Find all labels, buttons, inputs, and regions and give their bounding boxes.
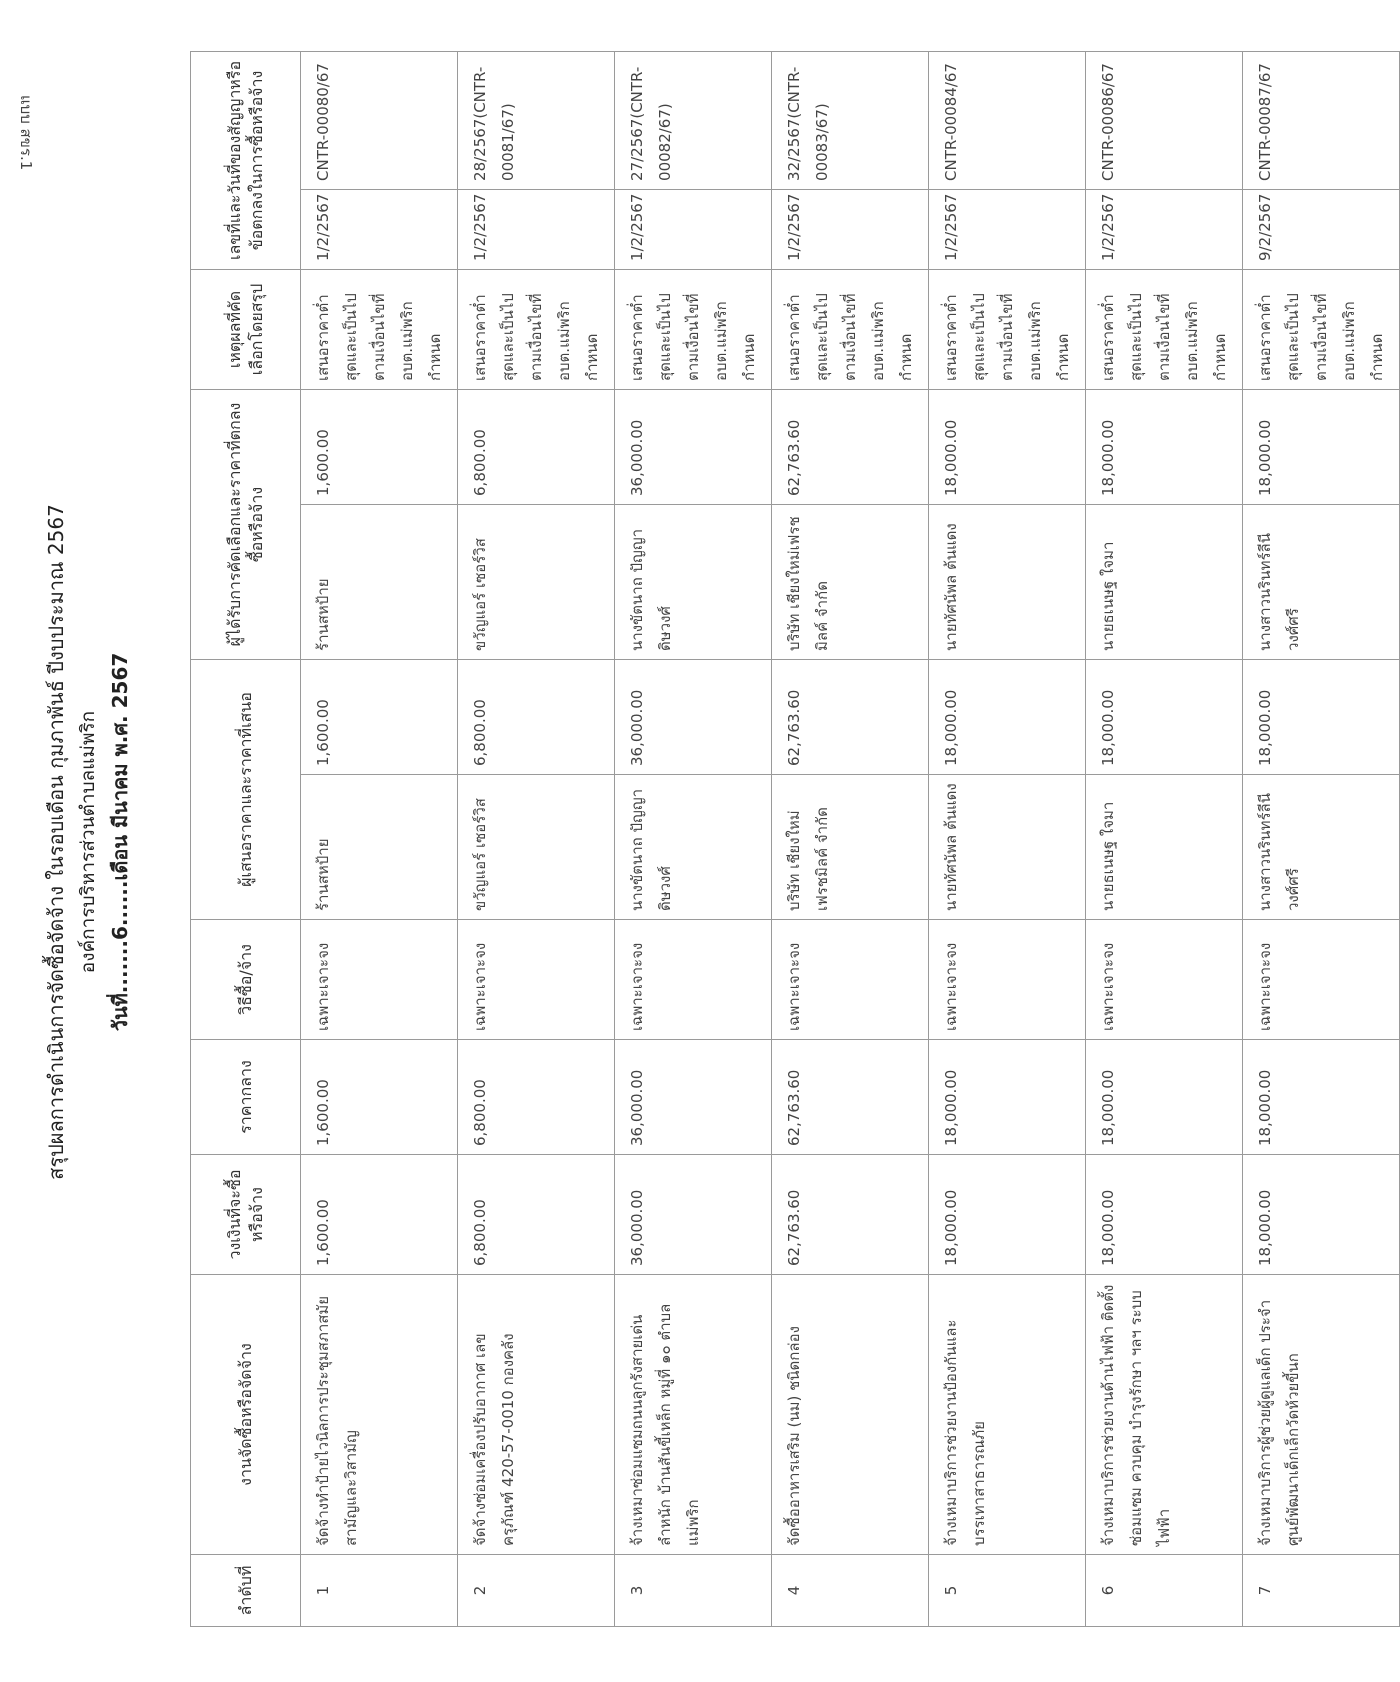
selection-reason: เสนอราคาต่ำสุดและเป็นไปตามเงื่อนไขที่ อบต.แม่พริกกำหนด — [301, 269, 458, 389]
bid-price: 18,000.00 — [1243, 659, 1400, 774]
selection-reason: เสนอราคาต่ำสุดและเป็นไปตามเงื่อนไขที่ อบต.แม่พริกกำหนด — [615, 269, 772, 389]
win-price: 6,800.00 — [458, 389, 615, 504]
bid-price: 62,763.60 — [772, 659, 929, 774]
bid-price: 36,000.00 — [615, 659, 772, 774]
header-selected: ผู้ได้รับการคัดเลือกและราคาที่ตกลงซื้อหรือจ้าง — [191, 389, 301, 659]
document-titles — [40, 42, 180, 1642]
median-price: 6,800.00 — [458, 1040, 615, 1155]
contract-number: CNTR-00080/67 — [301, 51, 458, 189]
budget-amount: 18,000.00 — [929, 1155, 1086, 1275]
work-description: จัดซื้ออาหารเสริม (นม) ชนิดกล่อง — [772, 1275, 929, 1555]
procurement-method: เฉพาะเจาะจง — [1086, 920, 1243, 1040]
row-number: 3 — [615, 1555, 772, 1627]
selection-reason: เสนอราคาต่ำสุดและเป็นไปตามเงื่อนไขที่ อบต.แม่พริกกำหนด — [772, 269, 929, 389]
winner-name: ร้านสหป้าย — [301, 504, 458, 659]
header-method: วิธีซื้อ/จ้าง — [191, 920, 301, 1040]
median-price: 36,000.00 — [615, 1040, 772, 1155]
win-price: 18,000.00 — [1243, 389, 1400, 504]
header-bidders: ผู้เสนอราคาและราคาที่เสนอ — [191, 659, 301, 919]
contract-date: 1/2/2567 — [1086, 189, 1243, 269]
contract-date: 9/2/2567 — [1243, 189, 1400, 269]
contract-date: 1/2/2567 — [615, 189, 772, 269]
winner-name: นายทัศนัพล ต้นแดง — [929, 504, 1086, 659]
contract-number: 32/2567(CNTR-00083/67) — [772, 51, 929, 189]
contract-date: 1/2/2567 — [929, 189, 1086, 269]
row-number: 2 — [458, 1555, 615, 1627]
budget-amount: 36,000.00 — [615, 1155, 772, 1275]
header-reason: เหตุผลที่คัดเลือกโดยสรุป — [191, 269, 301, 389]
selection-reason: เสนอราคาต่ำสุดและเป็นไปตามเงื่อนไขที่ อบต.แม่พริกกำหนด — [929, 269, 1086, 389]
title-line-3: วันที่.......6......เดือน มีนาคม พ.ศ. 2567 — [108, 652, 132, 1032]
table-body — [301, 51, 1400, 1626]
contract-number: CNTR-00084/67 — [929, 51, 1086, 189]
row-number: 4 — [772, 1555, 929, 1627]
median-price: 18,000.00 — [1086, 1040, 1243, 1155]
procurement-table — [190, 51, 1400, 1627]
table-row — [301, 51, 458, 1626]
row-number: 5 — [929, 1555, 1086, 1627]
contract-number: CNTR-00086/67 — [1086, 51, 1243, 189]
contract-date: 1/2/2567 — [458, 189, 615, 269]
work-description: จ้างเหมาบริการช่วยงานป้องกันและบรรเทาสาธารณภัย — [929, 1275, 1086, 1555]
bid-price: 6,800.00 — [458, 659, 615, 774]
procurement-method: เฉพาะเจาะจง — [301, 920, 458, 1040]
contract-number: 27/2567(CNTR-00082/67) — [615, 51, 772, 189]
work-description: จัดจ้างทำป้ายไวนิลการประชุมสภาสมัยสามัญและวิสามัญ — [301, 1275, 458, 1555]
title-line-2: องค์การบริหารส่วนตำบลแม่พริก — [77, 710, 99, 974]
table-row — [772, 51, 929, 1626]
table-row — [1086, 51, 1243, 1626]
procurement-method: เฉพาะเจาะจง — [929, 920, 1086, 1040]
row-number: 7 — [1243, 1555, 1400, 1627]
procurement-method: เฉพาะเจาะจง — [1243, 920, 1400, 1040]
win-price: 62,763.60 — [772, 389, 929, 504]
win-price: 1,600.00 — [301, 389, 458, 504]
row-number: 1 — [301, 1555, 458, 1627]
win-price: 18,000.00 — [929, 389, 1086, 504]
bid-price: 1,600.00 — [301, 659, 458, 774]
winner-name: นางสาวนรินทร์ลีนี วงศ์ศรี — [1243, 504, 1400, 659]
bidder-name: นายธเนษฐ ใจมา — [1086, 775, 1243, 920]
selection-reason: เสนอราคาต่ำสุดและเป็นไปตามเงื่อนไขที่ อบต.แม่พริกกำหนด — [1243, 269, 1400, 389]
bidder-name: นางสาวนรินทร์ลีนี วงศ์ศรี — [1243, 775, 1400, 920]
bid-price: 18,000.00 — [929, 659, 1086, 774]
budget-amount: 18,000.00 — [1086, 1155, 1243, 1275]
title-line-1: สรุปผลการดำเนินการจัดซื้อจัดจ้าง ในรอบเดือน กุมภาพันธ์ ปีงบประมาณ 2567 — [44, 504, 68, 1180]
header-median: ราคากลาง — [191, 1040, 301, 1155]
contract-date: 1/2/2567 — [301, 189, 458, 269]
header-contract: เลขที่และวันที่ของสัญญาหรือข้อตกลงในการซื้อหรือจ้าง — [191, 51, 301, 269]
selection-reason: เสนอราคาต่ำสุดและเป็นไปตามเงื่อนไขที่ อบต.แม่พริกกำหนด — [1086, 269, 1243, 389]
median-price: 62,763.60 — [772, 1040, 929, 1155]
selection-reason: เสนอราคาต่ำสุดและเป็นไปตามเงื่อนไขที่ อบต.แม่พริกกำหนด — [458, 269, 615, 389]
winner-name: ขวัญแอร์ เซอร์วิส — [458, 504, 615, 659]
win-price: 36,000.00 — [615, 389, 772, 504]
work-description: จ้างเหมาซ่อมแซมถนนลูกรังสายเด่นลำหนัก บ้านสันขี้เหล็ก หมู่ที่ ๑๐ ตำบลแม่พริก — [615, 1275, 772, 1555]
winner-name: นายธเนษฐ ใจมา — [1086, 504, 1243, 659]
procurement-method: เฉพาะเจาะจง — [772, 920, 929, 1040]
win-price: 18,000.00 — [1086, 389, 1243, 504]
budget-amount: 62,763.60 — [772, 1155, 929, 1275]
work-description: จ้างเหมาบริการช่วยงานด้านไฟฟ้า ติดตั้ง ซ่อมแซม ควบคุม บำรุงรักษา ฯลฯ ระบบไฟฟ้า — [1086, 1275, 1243, 1555]
rotated-sheet — [40, 42, 1386, 1642]
header-row — [191, 51, 301, 1626]
table-row — [615, 51, 772, 1626]
header-no: ลำดับที่ — [191, 1555, 301, 1627]
winner-name: นางขัตนาถ ปัญญาดิษวงศ์ — [615, 504, 772, 659]
contract-date: 1/2/2567 — [772, 189, 929, 269]
budget-amount: 1,600.00 — [301, 1155, 458, 1275]
budget-amount: 6,800.00 — [458, 1155, 615, 1275]
median-price: 1,600.00 — [301, 1040, 458, 1155]
table-row — [929, 51, 1086, 1626]
procurement-method: เฉพาะเจาะจง — [615, 920, 772, 1040]
winner-name: บริษัท เชียงใหม่เฟรชมิลค์ จำกัด — [772, 504, 929, 659]
table-row — [1243, 51, 1400, 1626]
contract-number: 28/2567(CNTR-00081/67) — [458, 51, 615, 189]
form-code: แบบ สขร.1 — [17, 95, 35, 171]
contract-number: CNTR-00087/67 — [1243, 51, 1400, 189]
median-price: 18,000.00 — [929, 1040, 1086, 1155]
bidder-name: นางขัตนาถ ปัญญาดิษวงศ์ — [615, 775, 772, 920]
row-number: 6 — [1086, 1555, 1243, 1627]
bidder-name: ขวัญแอร์ เซอร์วิส — [458, 775, 615, 920]
table-row — [458, 51, 615, 1626]
work-description: จ้างเหมาบริการผู้ช่วยผู้ดูแลเด็ก ประจำศูนย์พัฒนาเด็กเล็กวัดห้วยขี้นก — [1243, 1275, 1400, 1555]
budget-amount: 18,000.00 — [1243, 1155, 1400, 1275]
procurement-method: เฉพาะเจาะจง — [458, 920, 615, 1040]
bidder-name: บริษัท เชียงใหม่เฟรชมิลค์ จำกัด — [772, 775, 929, 920]
bidder-name: นายทัศนัพล ต้นแดง — [929, 775, 1086, 920]
bid-price: 18,000.00 — [1086, 659, 1243, 774]
header-budget: วงเงินที่จะซื้อหรือจ้าง — [191, 1155, 301, 1275]
median-price: 18,000.00 — [1243, 1040, 1400, 1155]
bidder-name: ร้านสหป้าย — [301, 775, 458, 920]
header-work: งานจัดซื้อหรือจัดจ้าง — [191, 1275, 301, 1555]
work-description: จัดจ้างซ่อมเครื่องปรับอากาศ เลขครุภัณฑ์ 420-57-0010 กองคลัง — [458, 1275, 615, 1555]
